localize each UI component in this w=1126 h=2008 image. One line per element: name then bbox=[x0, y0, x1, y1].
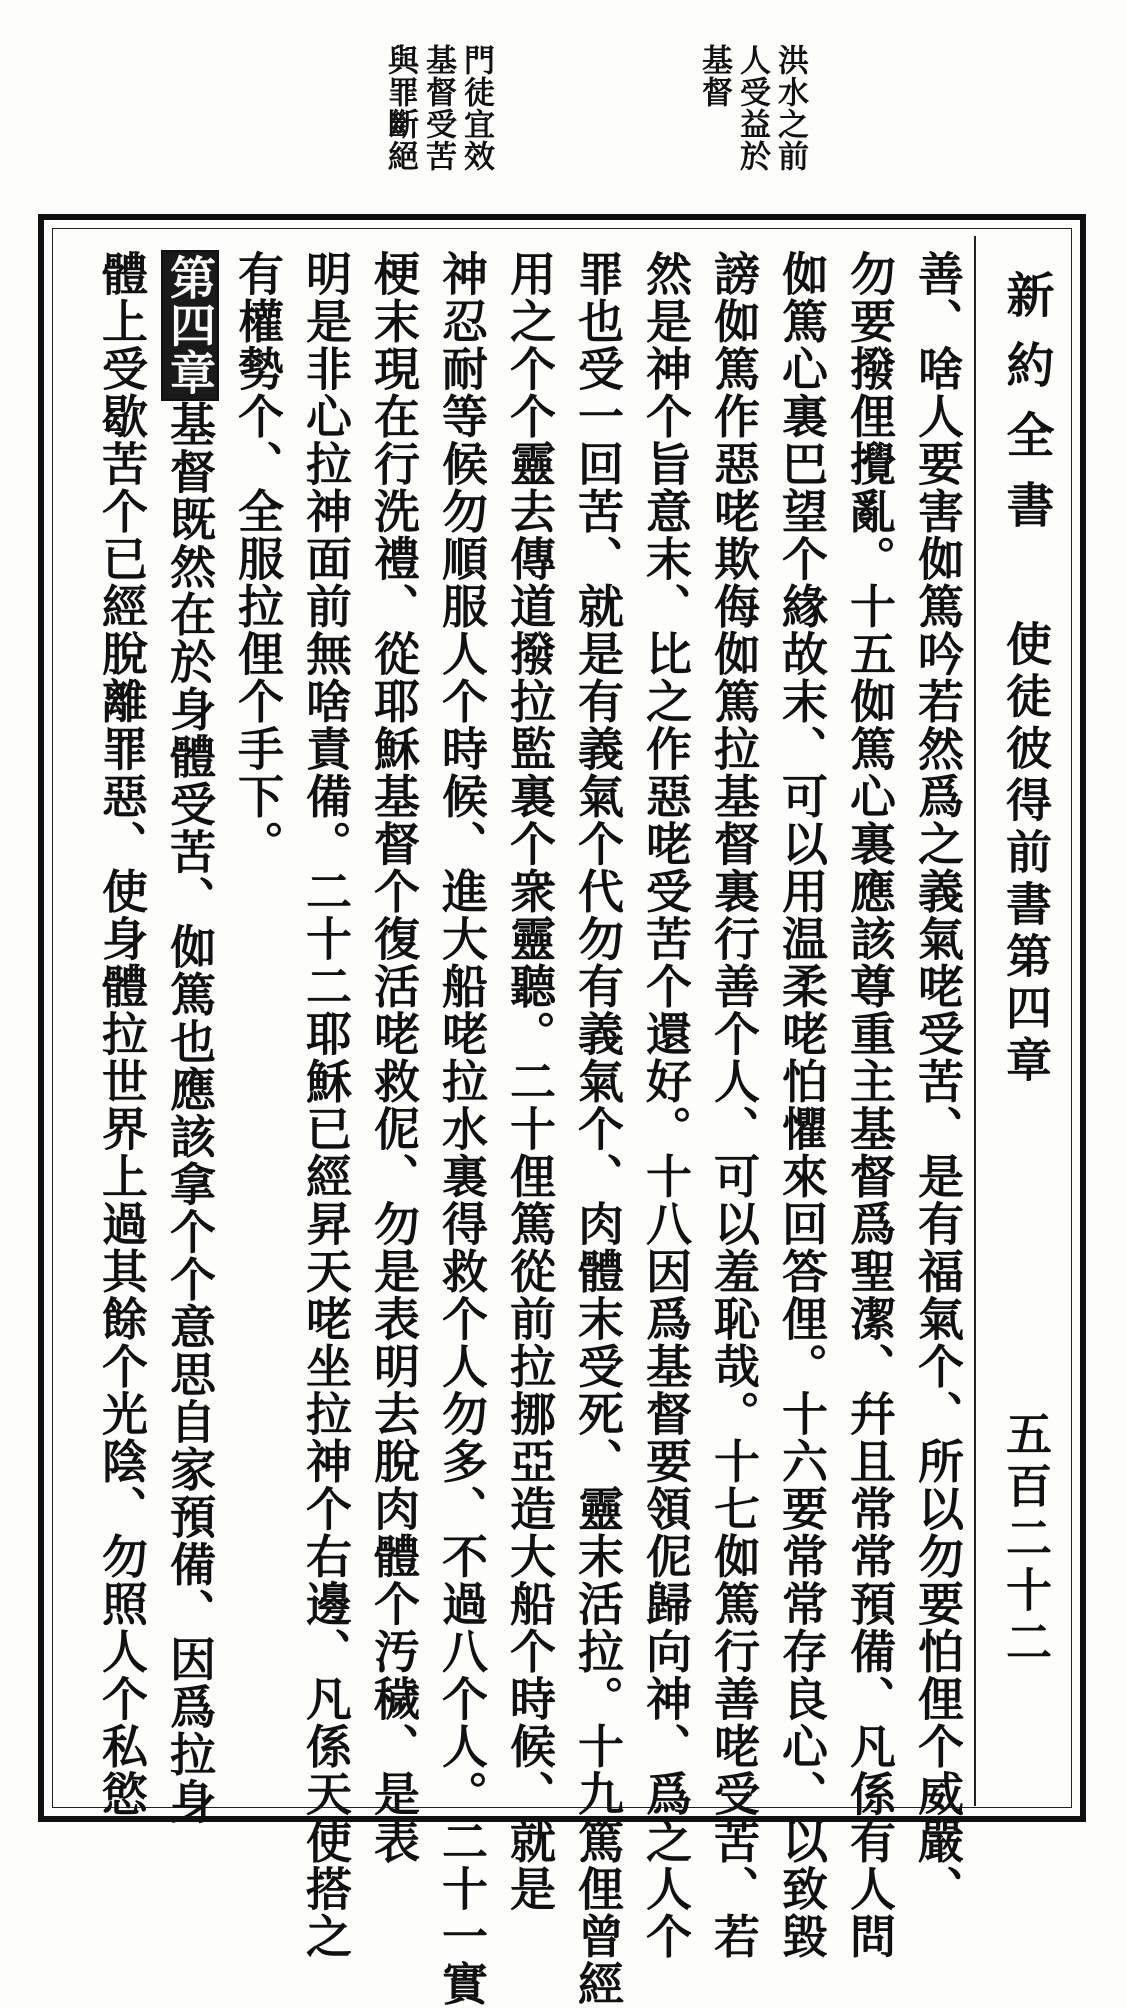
text-column: 有權勢个、全服拉俚个手下。 bbox=[231, 250, 285, 868]
text-column: 然是神个旨意末、比之作惡咾受苦个還好。十八因爲基督要領伲歸向神、爲之人个 bbox=[639, 250, 693, 1960]
chapter-title: 使徒彼得前書第四章 bbox=[999, 620, 1053, 1088]
text-column: 梗末現在行洗禮、從耶穌基督个復活咾救伲、勿是表明去脫肉體个汚穢、是表 bbox=[367, 250, 421, 1865]
margin-note-disciples bbox=[96, 44, 492, 172]
chapter-first-line: 基督既然在於身體受苦、侞篤也應該拿个个意思自家預備、因爲拉身 bbox=[163, 400, 217, 1826]
text-column: 侞篤心裏巴望个緣故末、可以用温柔咾怕懼來回答俚。十六要常常存良心、以致毀 bbox=[775, 250, 829, 1960]
page-number: 五百二十二 bbox=[999, 1410, 1053, 1670]
text-column: 善、啥人要害侞篤吟若然爲之義氣咾受苦、是有福氣个、所以勿要怕俚个威嚴、 bbox=[911, 250, 965, 1913]
page-frame bbox=[38, 214, 1086, 2008]
text-column: 體上受歇苦个已經脫離罪惡、使身體拉世界上過其餘个光陰、勿照人个私慾 bbox=[95, 250, 149, 1818]
margin-note-line: 基督 bbox=[696, 44, 732, 108]
text-column: 用之个个靈去傳道撥拉監裏个衆靈聽。二十俚篤從前拉挪亞造大船个時候、就是 bbox=[503, 250, 557, 1913]
text-column: 神忍耐等候勿順服人个時候、進大船咾拉水裏得救个人勿多、不過八个人。二十一實 bbox=[435, 250, 489, 2008]
chapter-four-column bbox=[163, 250, 217, 1826]
text-column: 勿要撥俚攪亂。十五侞篤心裏應該尊重主基督爲聖潔、幷且常常預備、凡係有人問 bbox=[843, 250, 897, 1960]
margin-note-line: 門徒宜效 bbox=[458, 44, 494, 172]
margin-note-line: 人受益於 bbox=[734, 44, 770, 172]
text-column: 謗侞篤作惡咾欺侮侞篤拉基督裏行善个人、可以羞恥哉。十七侞篤行善咾受苦、若 bbox=[707, 250, 761, 1960]
text-body bbox=[62, 250, 965, 2008]
text-column: 罪也受一回苦、就是有義氣个代勿有義氣个、肉體末受死、靈末活拉。十九篤俚曾經 bbox=[571, 250, 625, 2008]
margin-note-line: 基督受苦 bbox=[420, 44, 456, 172]
margin-note-flood bbox=[474, 44, 806, 172]
margin-note-line: 洪水之前 bbox=[772, 44, 808, 172]
chapter-heading-box: 第四章 bbox=[161, 250, 219, 401]
text-column: 明是非心拉神面前無啥責備。二十二耶穌已經昇天咾坐拉神个右邊、凡係天使搭之 bbox=[299, 250, 353, 1960]
book-title: 新約全書 bbox=[998, 270, 1054, 550]
margin-note-line: 與罪斷絕 bbox=[382, 44, 418, 172]
header-divider bbox=[974, 236, 976, 1806]
running-header bbox=[996, 260, 1056, 1780]
